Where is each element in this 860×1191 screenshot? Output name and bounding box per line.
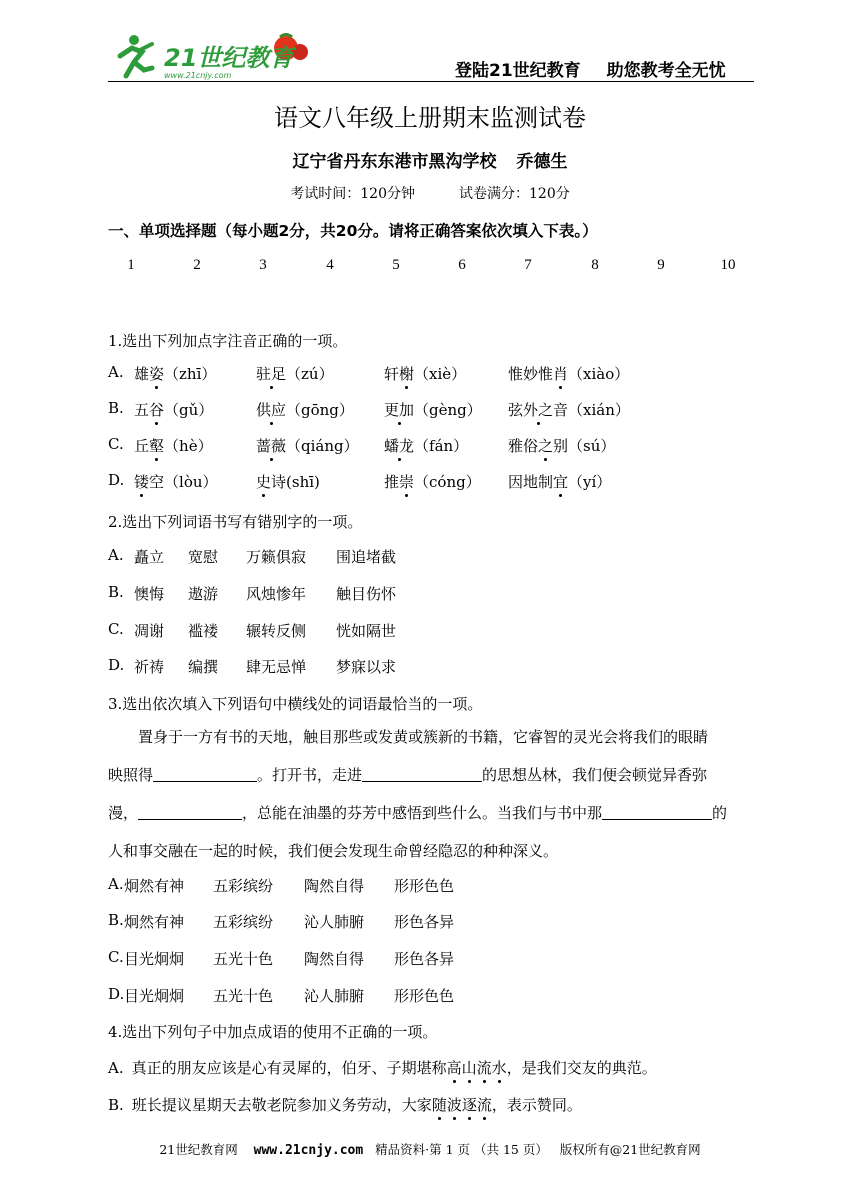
option-item: 更加（gèng） bbox=[384, 401, 482, 419]
section-heading: 一、单项选择题（每小题2分，共20分。请将正确答案依次填入下表。） bbox=[108, 222, 598, 240]
option-word: 万籁俱寂 bbox=[246, 548, 307, 566]
option-word: 编撰 bbox=[188, 658, 219, 676]
fill-blank[interactable] bbox=[153, 765, 257, 782]
option-word: 目光炯炯 bbox=[124, 950, 185, 968]
option-label: B. bbox=[108, 399, 124, 417]
answer-number: 3 bbox=[259, 257, 267, 273]
dotted-char: 逐 bbox=[461, 1096, 477, 1114]
option-label: B. bbox=[108, 1096, 124, 1114]
option-item: 因地制宜（yí） bbox=[508, 473, 612, 491]
option-word: 遨游 bbox=[188, 585, 219, 603]
option-item: 雅俗之别（sú） bbox=[508, 437, 616, 455]
author-school: 辽宁省丹东东港市黑沟学校 bbox=[292, 152, 497, 172]
dotted-char: 波 bbox=[446, 1096, 462, 1114]
footer-site: 21世纪教育网 bbox=[159, 1142, 238, 1157]
q4-option-b: B. 班长提议星期天去敬老院参加义务劳动，大家随波逐流，表示赞同。 bbox=[108, 1096, 582, 1114]
dotted-char: 高 bbox=[446, 1059, 462, 1077]
page-footer bbox=[0, 1140, 860, 1158]
option-label: C. bbox=[108, 435, 124, 453]
option-item: 五谷（gǔ） bbox=[134, 401, 214, 419]
option-word: 形形色色 bbox=[394, 877, 455, 895]
svg-text:21世纪教育: 21世纪教育 bbox=[164, 44, 294, 72]
dotted-char: 流 bbox=[476, 1096, 492, 1114]
fill-blank[interactable] bbox=[602, 803, 712, 820]
option-word: 沁人肺腑 bbox=[304, 987, 365, 1005]
option-label: B. bbox=[108, 583, 124, 601]
exam-score: 试卷满分：120分 bbox=[459, 186, 570, 202]
option-item: 丘壑（hè） bbox=[134, 437, 213, 455]
author-line bbox=[0, 147, 860, 172]
dotted-idiom bbox=[447, 1059, 507, 1077]
q4-stem: 4.选出下列句子中加点成语的使用不正确的一项。 bbox=[108, 1023, 438, 1041]
answer-number: 1 bbox=[127, 257, 135, 273]
option-word: 梦寐以求 bbox=[336, 658, 397, 676]
option-word: 沁人肺腑 bbox=[304, 913, 365, 931]
option-item: 惟妙惟肖（xiào） bbox=[508, 365, 630, 383]
option-item: 弦外之音（xián） bbox=[508, 401, 630, 419]
option-item: 蟠龙（fán） bbox=[384, 437, 469, 455]
option-label: C. bbox=[108, 948, 124, 966]
fill-blank[interactable] bbox=[138, 803, 242, 820]
option-label: A. bbox=[108, 1059, 124, 1077]
option-word: 祈祷 bbox=[134, 658, 165, 676]
option-label: D. bbox=[108, 471, 125, 489]
exam-info bbox=[0, 183, 860, 203]
fill-blank[interactable] bbox=[362, 765, 482, 782]
dotted-char: 山 bbox=[461, 1059, 477, 1077]
option-word: 恍如隔世 bbox=[336, 622, 397, 640]
option-label: D. bbox=[108, 985, 125, 1003]
header-slogan-right: 助您教考全无忧 bbox=[606, 61, 726, 81]
q2-stem: 2.选出下列词语书写有错别字的一项。 bbox=[108, 513, 363, 531]
option-item: 雄姿（zhī） bbox=[134, 365, 217, 383]
q4-option-a: A. 真正的朋友应该是心有灵犀的，伯牙、子期堪称高山流水，是我们交友的典范。 bbox=[108, 1059, 657, 1077]
option-item: 轩榭（xiè） bbox=[384, 365, 467, 383]
option-item: 供应（gōng） bbox=[256, 401, 354, 419]
header-divider bbox=[108, 81, 754, 82]
option-label: B. bbox=[108, 911, 124, 929]
option-word: 炯然有神 bbox=[124, 913, 185, 931]
dotted-char: 水 bbox=[491, 1059, 507, 1077]
option-label: A. bbox=[108, 546, 124, 564]
option-word: 陶然自得 bbox=[304, 950, 365, 968]
option-word: 触目伤怀 bbox=[336, 585, 397, 603]
option-label: C. bbox=[108, 620, 124, 638]
option-word: 褴褛 bbox=[188, 622, 219, 640]
header-slogan bbox=[455, 56, 726, 81]
svg-text:www.21cnjy.com: www.21cnjy.com bbox=[164, 71, 232, 80]
option-word: 目光炯炯 bbox=[124, 987, 185, 1005]
header-slogan-left: 登陆21世纪教育 bbox=[455, 61, 581, 81]
answer-number: 8 bbox=[591, 257, 599, 273]
dotted-char: 流 bbox=[476, 1059, 492, 1077]
option-word: 五彩缤纷 bbox=[213, 877, 274, 895]
option-item: 史诗(shī) bbox=[256, 473, 320, 491]
exam-title: 语文八年级上册期末监测试卷 bbox=[274, 104, 586, 132]
dotted-char: 随 bbox=[431, 1096, 447, 1114]
option-word: 围追堵截 bbox=[336, 548, 397, 566]
option-word: 形色各异 bbox=[394, 950, 455, 968]
option-word: 形形色色 bbox=[394, 987, 455, 1005]
option-word: 矗立 bbox=[134, 548, 165, 566]
option-item: 推崇（cóng） bbox=[384, 473, 481, 491]
answer-number: 7 bbox=[524, 257, 532, 273]
option-word: 风烛惨年 bbox=[246, 585, 307, 603]
site-logo bbox=[112, 30, 312, 82]
dotted-idiom bbox=[432, 1096, 492, 1114]
option-word: 陶然自得 bbox=[304, 877, 365, 895]
answer-number: 10 bbox=[720, 257, 736, 273]
answer-number: 2 bbox=[193, 257, 201, 273]
option-label: D. bbox=[108, 656, 125, 674]
exam-time: 考试时间：120分钟 bbox=[290, 186, 415, 202]
option-label: A. bbox=[108, 363, 124, 381]
option-word: 宽慰 bbox=[188, 548, 219, 566]
answer-number: 6 bbox=[458, 257, 466, 273]
runner-icon bbox=[120, 35, 152, 76]
option-word: 五彩缤纷 bbox=[213, 913, 274, 931]
option-item: 蔷薇（qiáng） bbox=[256, 437, 359, 455]
option-word: 凋谢 bbox=[134, 622, 165, 640]
option-word: 形色各异 bbox=[394, 913, 455, 931]
option-word: 懊悔 bbox=[134, 585, 165, 603]
q1-stem: 1.选出下列加点字注音正确的一项。 bbox=[108, 332, 348, 350]
option-word: 炯然有神 bbox=[124, 877, 185, 895]
option-word: 辗转反侧 bbox=[246, 622, 307, 640]
option-word: 五光十色 bbox=[213, 950, 274, 968]
option-item: 驻足（zú） bbox=[256, 365, 334, 383]
answer-number: 9 bbox=[657, 257, 665, 273]
answer-number: 4 bbox=[326, 257, 334, 273]
author-name: 乔德生 bbox=[516, 152, 568, 172]
option-label: A. bbox=[108, 875, 124, 893]
option-word: 五光十色 bbox=[213, 987, 274, 1005]
q3-stem: 3.选出依次填入下列语句中横线处的词语最恰当的一项。 bbox=[108, 695, 483, 713]
option-word: 肆无忌惮 bbox=[246, 658, 307, 676]
footer-page: 精品资料·第 1 页 （共 15 页） bbox=[375, 1142, 548, 1157]
option-item: 镂空（lòu） bbox=[134, 473, 218, 491]
answer-number: 5 bbox=[392, 257, 400, 273]
q3-passage: 置身于一方有书的天地，触目那些或发黄或簇新的书籍，它睿智的灵光会将我们的眼睛 映照得 。打开书，走进 的思想丛林，我们便会顿觉异香弥 漫， ，总能在油墨的芬芳中感悟到些什么。当我们与书中那 的 人和事交融在一起的时候，我们便会发现生命曾经隐忍的种种深义。 bbox=[108, 728, 728, 860]
footer-url[interactable]: www.21cnjy.com bbox=[253, 1143, 364, 1158]
footer-copyright: 版权所有@21世纪教育网 bbox=[559, 1142, 701, 1157]
